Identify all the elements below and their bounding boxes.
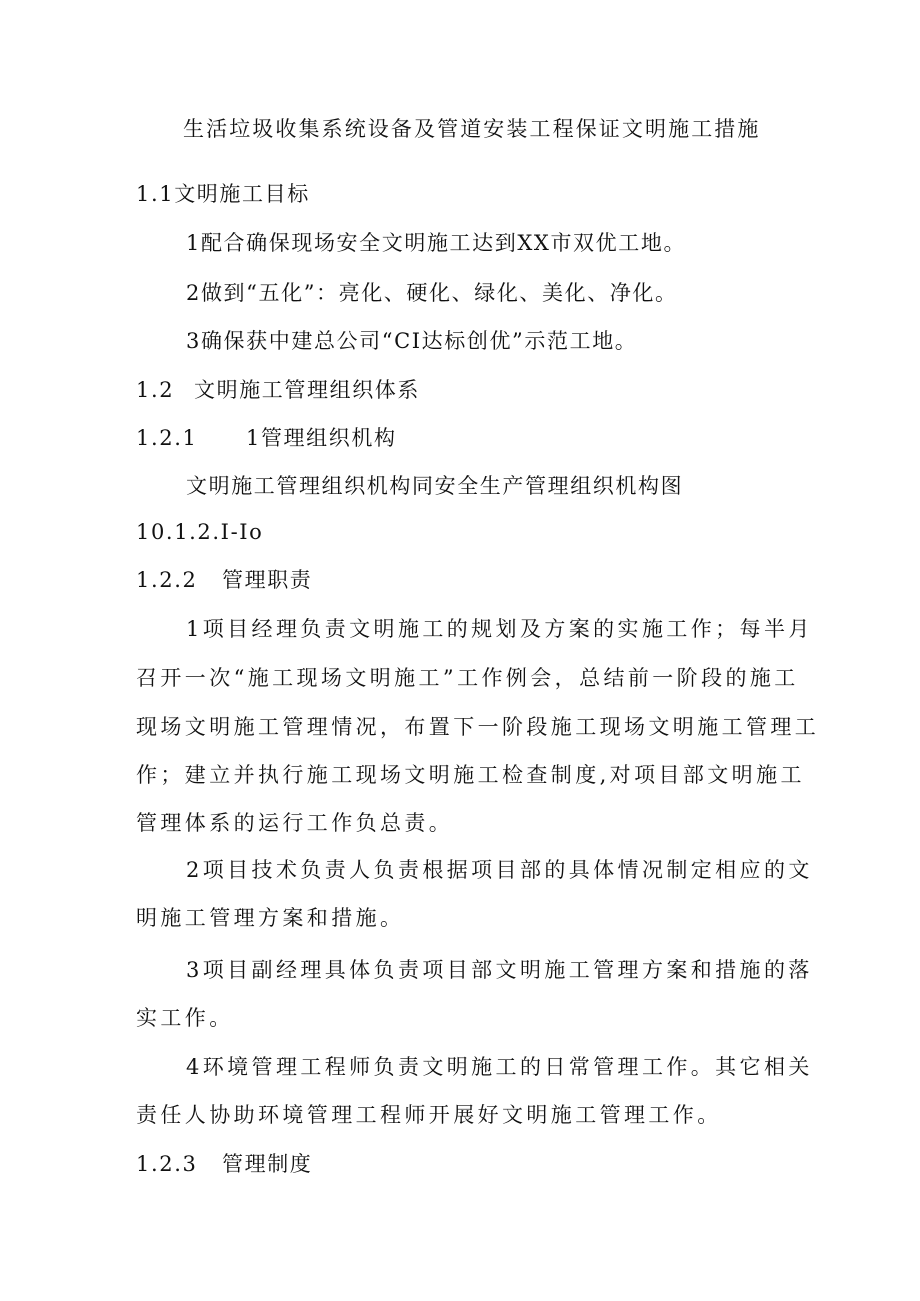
- goal-item-3: 3确保获中建总公司“CI达标创优”示范工地。: [186, 329, 638, 353]
- section-number: 1.2.3: [136, 1152, 198, 1176]
- section-number: 1.2: [136, 378, 175, 402]
- section-1-2-heading: [136, 376, 420, 404]
- section-1-2-2-heading: [136, 566, 312, 594]
- document-title: 生活垃圾收集系统设备及管道安装工程保证文明施工措施: [183, 117, 761, 141]
- goal-item-1: 1配合确保现场安全文明施工达到XX市双优工地。: [186, 231, 687, 255]
- paragraph-line: 作；建立并执行施工现场文明施工检查制度,对项目部文明施工: [136, 763, 805, 787]
- section-number: 1.2.1: [136, 426, 198, 450]
- section-1-2-1-heading: [136, 424, 397, 452]
- section-title: 管理制度: [222, 1152, 313, 1176]
- org-structure-note: 文明施工管理组织机构同安全生产管理组织机构图: [186, 474, 684, 498]
- paragraph-line: 3项目副经理具体负责项目部文明施工管理方案和措施的落: [186, 958, 813, 982]
- paragraph-line: 1项目经理负责文明施工的规划及方案的实施工作；每半月: [186, 617, 813, 641]
- paragraph-line: 实工作。: [136, 1006, 234, 1030]
- paragraph-line: 责任人协助环境管理工程师开展好文明施工管理工作。: [136, 1103, 722, 1127]
- goal-item-2: 2做到“五化”：亮化、硬化、绿化、美化、净化。: [186, 281, 678, 305]
- section-title: 1管理组织机构: [246, 426, 397, 450]
- section-title: 管理职责: [222, 568, 313, 592]
- section-title: 文明施工管理组织体系: [194, 378, 420, 402]
- paragraph-line: 4环境管理工程师负责文明施工的日常管理工作。其它相关: [186, 1055, 813, 1079]
- section-number: 1.2.2: [136, 568, 198, 592]
- section-1-1-heading: 1.1文明施工目标: [136, 182, 310, 206]
- paragraph-line: 召开一次“施工现场文明施工”工作例会，总结前一阶段的施工: [136, 666, 799, 690]
- section-1-2-3-heading: [136, 1150, 312, 1178]
- paragraph-line: 管理体系的运行工作负总责。: [136, 811, 454, 835]
- figure-reference: 10.1.2.I-Io: [136, 520, 264, 544]
- paragraph-line: 明施工管理方案和措施。: [136, 906, 405, 930]
- paragraph-line: 2项目技术负责人负责根据项目部的具体情况制定相应的文: [186, 858, 813, 882]
- paragraph-line: 现场文明施工管理情况，布置下一阶段施工现场文明施工管理工: [136, 715, 820, 739]
